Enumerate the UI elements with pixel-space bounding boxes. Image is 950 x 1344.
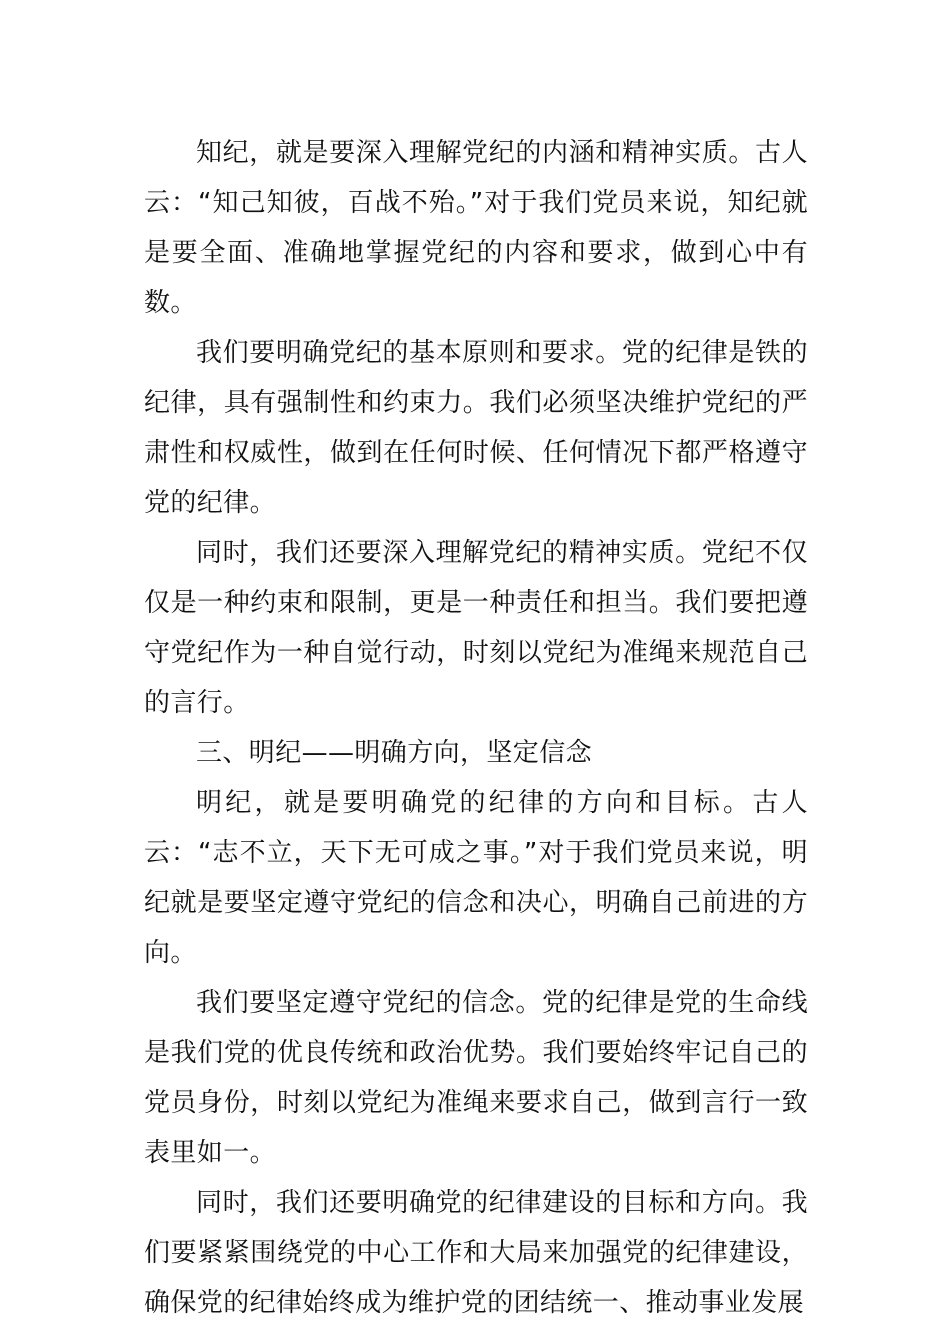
paragraph-discipline-goals: 同时，我们还要明确党的纪律建设的目标和方向。我们要紧紧围绕党的中心工作和大局来加强党的纪律建设，确保党的纪律始终成为维护党的团结统一、推动事业发展 (144, 1188, 808, 1318)
paragraph-zhiji-intro: 知纪，就是要深入理解党纪的内涵和精神实质。古人云：“知己知彼，百战不殆。”对于我们党员来说，知纪就是要全面、准确地掌握党纪的内容和要求，做到心中有数。 (144, 138, 808, 318)
paragraph-basic-principles: 我们要明确党纪的基本原则和要求。党的纪律是铁的纪律，具有强制性和约束力。我们必须坚决维护党纪的严肃性和权威性，做到在任何时候、任何情况下都严格遵守党的纪律。 (144, 338, 808, 518)
section-heading-mingji: 三、明纪——明确方向，坚定信念 (196, 738, 593, 768)
paragraph-spirit-essence: 同时，我们还要深入理解党纪的精神实质。党纪不仅仅是一种约束和限制，更是一种责任和担当。我们要把遵守党纪作为一种自觉行动，时刻以党纪为准绳来规范自己的言行。 (144, 538, 808, 718)
paragraph-firm-belief: 我们要坚定遵守党纪的信念。党的纪律是党的生命线是我们党的优良传统和政治优势。我们要始终牢记自己的党员身份，时刻以党纪为准绳来要求自己，做到言行一致表里如一。 (144, 988, 808, 1168)
paragraph-mingji-intro: 明纪，就是要明确党的纪律的方向和目标。古人云：“志不立，天下无可成之事。”对于我们党员来说，明纪就是要坚定遵守党纪的信念和决心，明确自己前进的方向。 (144, 788, 808, 968)
document-page (144, 128, 808, 1328)
